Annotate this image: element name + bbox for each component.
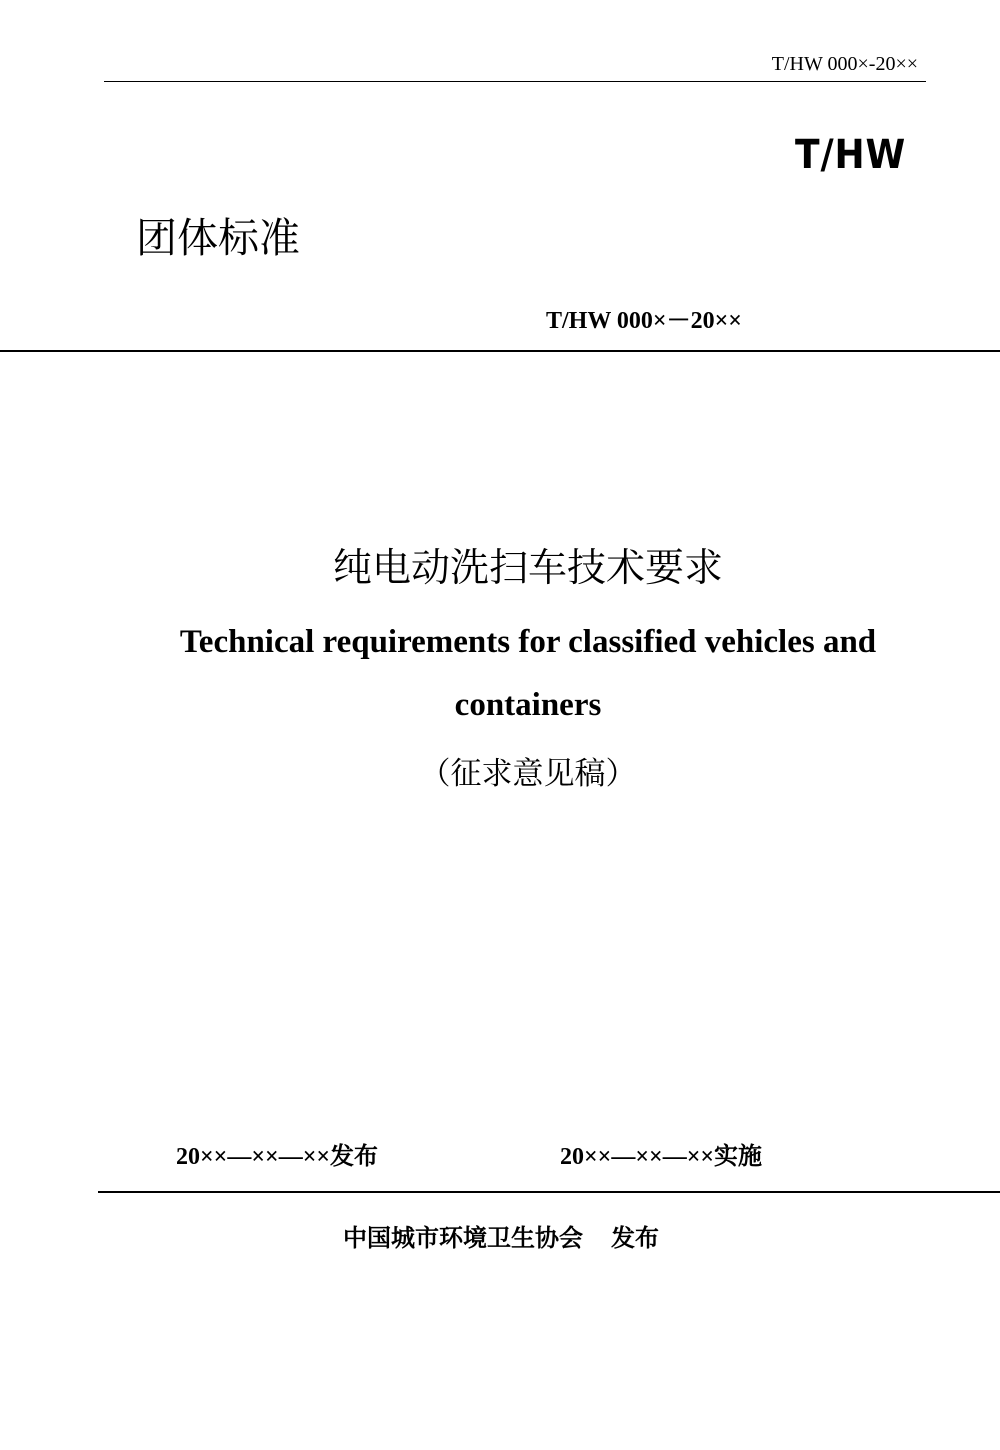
document-title-zh: 纯电动洗扫车技术要求 [332, 546, 723, 591]
standard-type-label: 团体标准 [136, 214, 300, 262]
implementation-date: 20××—××—××实施 [560, 1144, 763, 1170]
bottom-divider [98, 1191, 1000, 1193]
header-divider [104, 81, 926, 82]
draft-status-label: （征求意见稿） [419, 756, 637, 792]
issue-date: 20××—××—××发布 [176, 1144, 379, 1170]
top-divider [0, 350, 1000, 352]
document-title-en-line-1: Technical requirements for classified vehicles and [179, 624, 877, 660]
publisher-org: 中国城市环境卫生协会 [343, 1226, 583, 1252]
standard-number: T/HW 000×－20×× [546, 308, 742, 334]
publisher-line [343, 1222, 659, 1256]
thw-logo: T/HW [795, 132, 907, 178]
header-standard-code: T/HW 000×-20×× [771, 53, 918, 75]
document-title-en-line-2: containers [454, 687, 602, 723]
publisher-action: 发布 [611, 1226, 659, 1252]
